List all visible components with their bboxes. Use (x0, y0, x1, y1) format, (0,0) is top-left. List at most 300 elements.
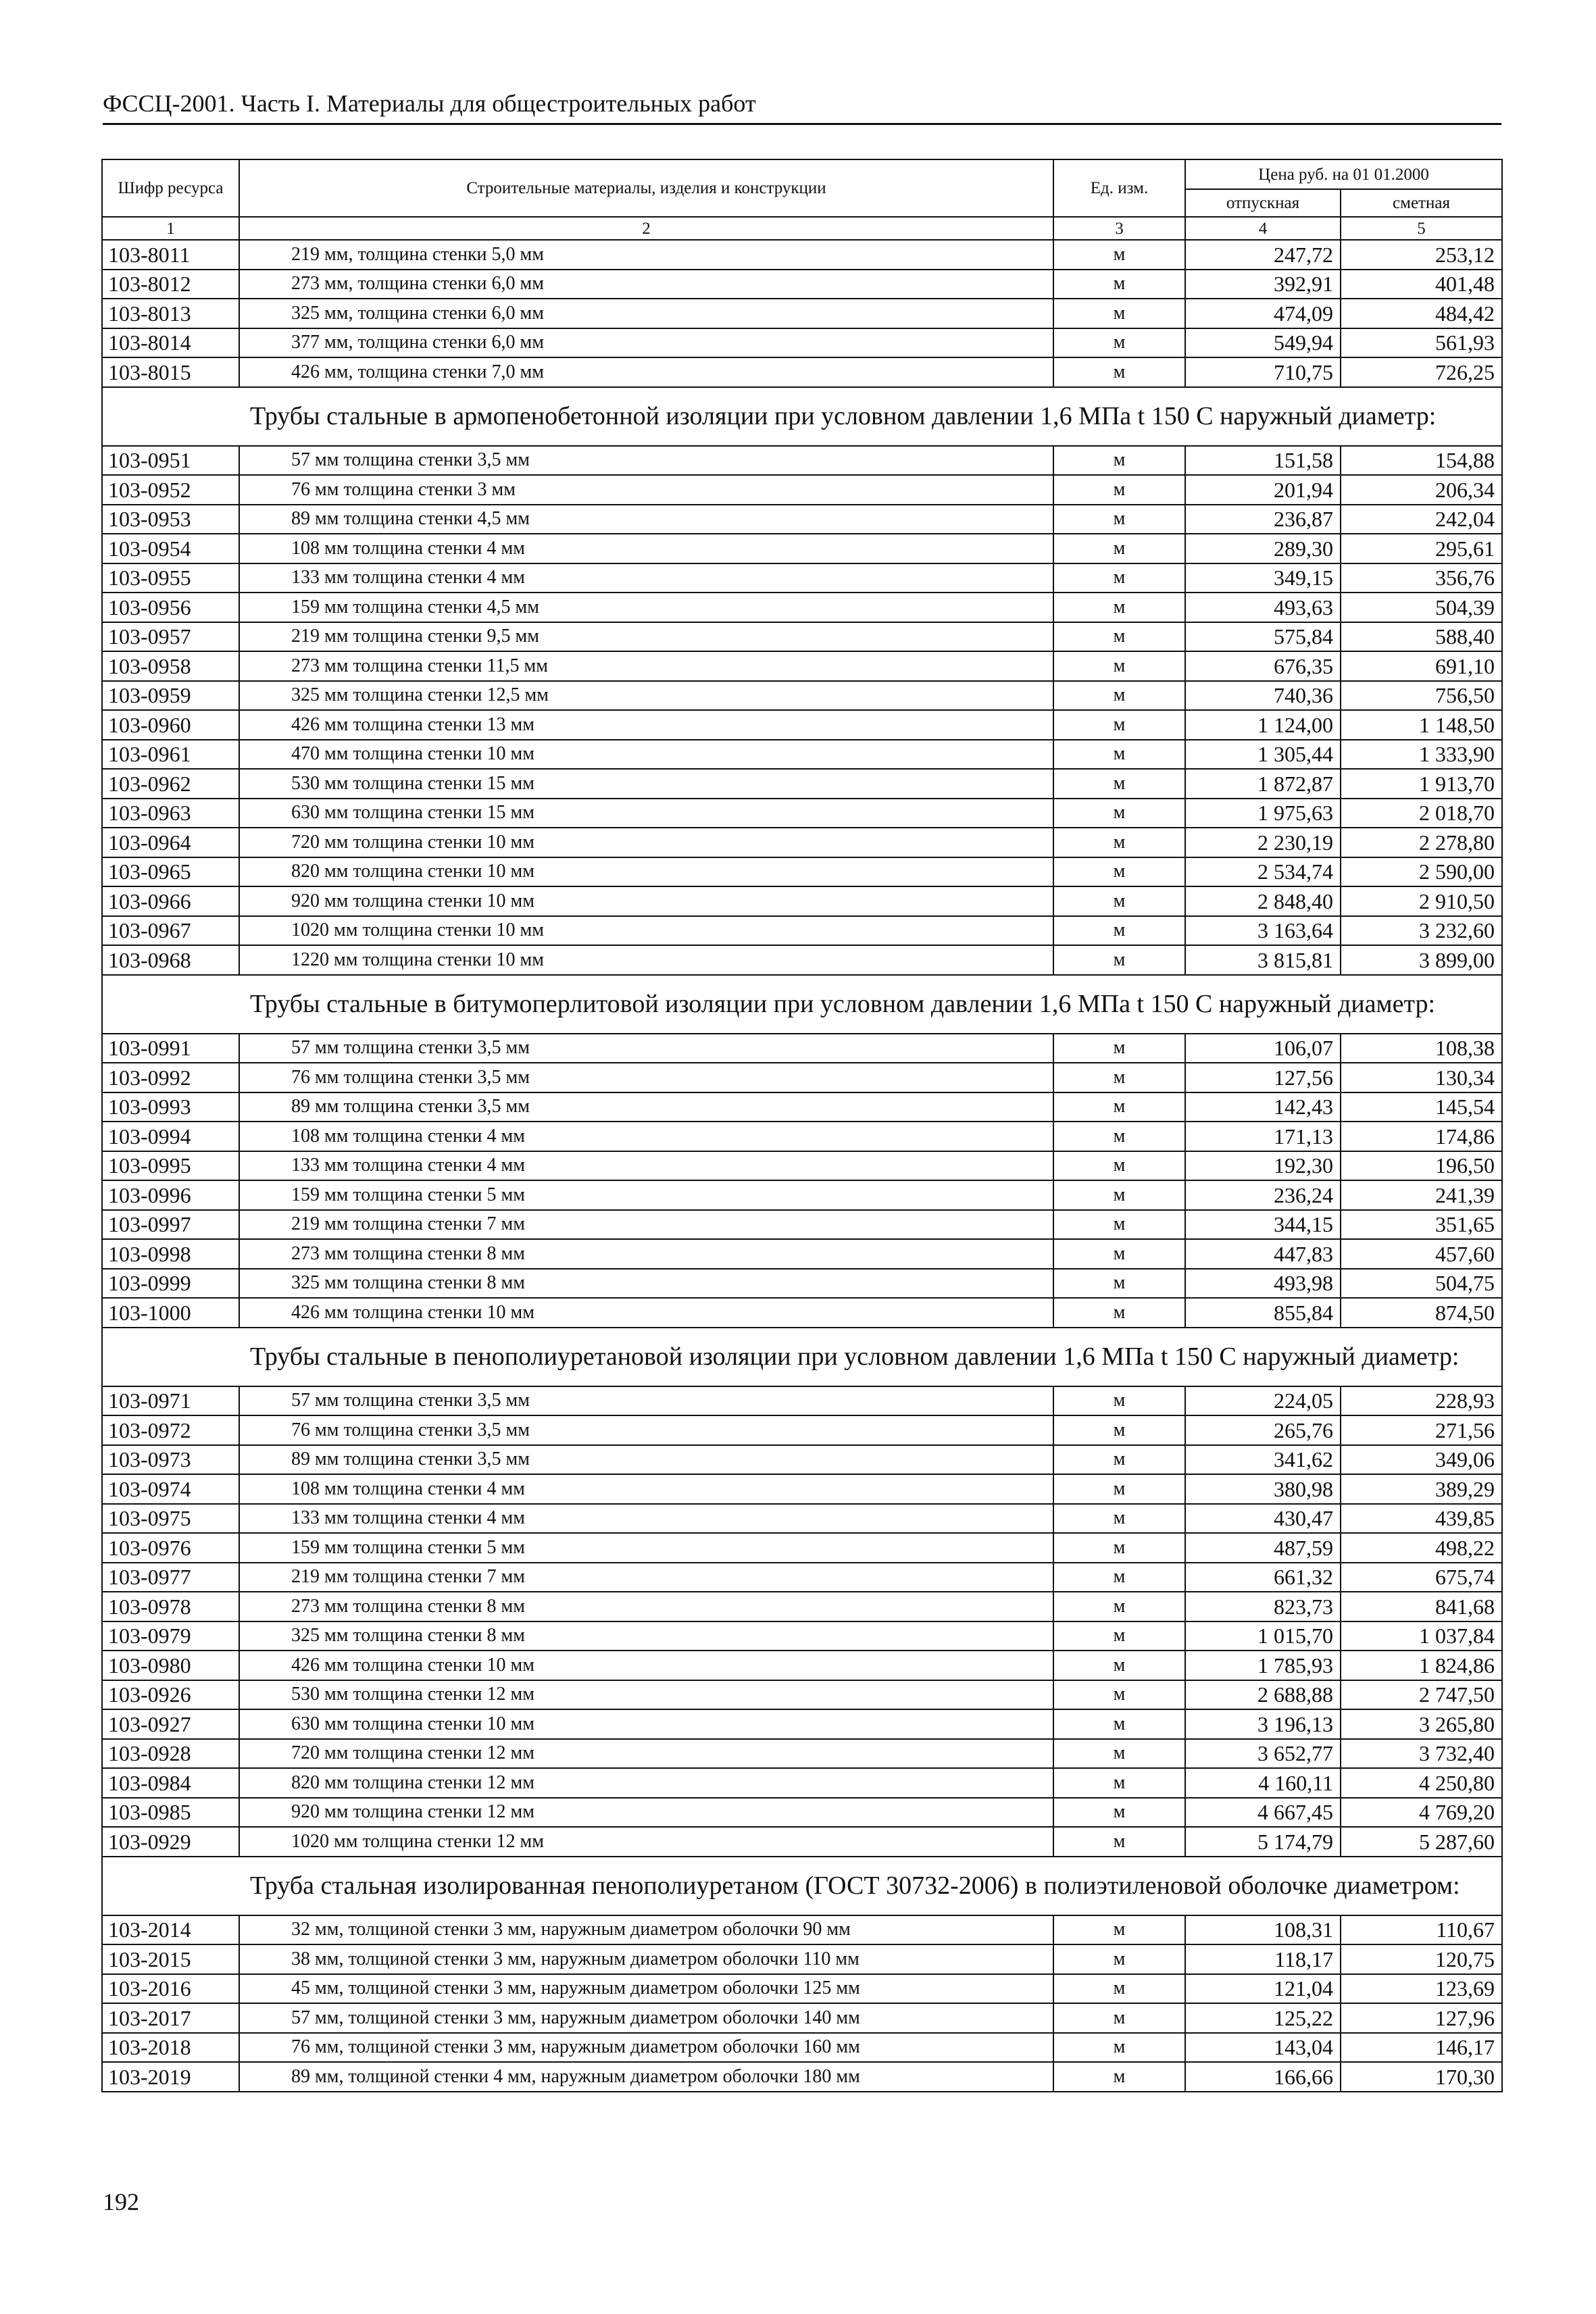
table-row (102, 1709, 1502, 1739)
unit-cell: м (1053, 651, 1185, 681)
header-divider (103, 123, 1501, 125)
description-cell: 325 мм толщина стенки 8 мм (239, 1269, 1053, 1299)
resource-code-cell: 103-0991 (102, 1034, 239, 1063)
col-description-header: Строительные материалы, изделия и конструкции (239, 159, 1053, 217)
section-row (102, 975, 1502, 1034)
description-cell: 159 мм толщина стенки 4,5 мм (239, 593, 1053, 622)
section-row (102, 387, 1502, 446)
resource-code-cell: 103-0985 (102, 1798, 239, 1828)
unit-cell: м (1053, 1445, 1185, 1475)
table-row (102, 1768, 1502, 1798)
release-price-cell: 1 872,87 (1185, 769, 1341, 799)
table-row (102, 2003, 1502, 2033)
description-cell: 1220 мм толщина стенки 10 мм (239, 945, 1053, 975)
col-price-header: Цена руб. на 01 01.2000 (1185, 159, 1502, 189)
table-row (102, 681, 1502, 711)
estimate-price-cell: 3 232,60 (1341, 916, 1502, 946)
release-price-cell: 380,98 (1185, 1474, 1341, 1504)
unit-cell: м (1053, 1298, 1185, 1328)
release-price-cell: 474,09 (1185, 299, 1341, 328)
estimate-price-cell: 4 769,20 (1341, 1798, 1502, 1828)
release-price-cell: 127,56 (1185, 1063, 1341, 1092)
estimate-price-cell: 170,30 (1341, 2062, 1502, 2092)
unit-cell: м (1053, 2003, 1185, 2033)
release-price-cell: 1 015,70 (1185, 1621, 1341, 1651)
col-number: 2 (239, 217, 1053, 240)
estimate-price-cell: 726,25 (1341, 357, 1502, 387)
release-price-cell: 236,24 (1185, 1180, 1341, 1210)
resource-code-cell: 103-0999 (102, 1269, 239, 1299)
resource-code-cell: 103-0973 (102, 1445, 239, 1475)
release-price-cell: 3 196,13 (1185, 1709, 1341, 1739)
release-price-cell: 171,13 (1185, 1122, 1341, 1151)
description-cell: 108 мм толщина стенки 4 мм (239, 534, 1053, 563)
release-price-cell: 108,31 (1185, 1915, 1341, 1945)
unit-cell: м (1053, 1063, 1185, 1092)
release-price-cell: 740,36 (1185, 681, 1341, 711)
resource-code-cell: 103-0980 (102, 1651, 239, 1680)
unit-cell: м (1053, 2062, 1185, 2092)
estimate-price-cell: 196,50 (1341, 1151, 1502, 1181)
release-price-cell: 549,94 (1185, 328, 1341, 358)
unit-cell: м (1053, 1034, 1185, 1063)
table-row (102, 475, 1502, 505)
release-price-cell: 2 688,88 (1185, 1680, 1341, 1710)
resource-code-cell: 103-0963 (102, 799, 239, 828)
table-row (102, 240, 1502, 270)
release-price-cell: 224,05 (1185, 1386, 1341, 1416)
unit-cell: м (1053, 475, 1185, 505)
release-price-cell: 143,04 (1185, 2033, 1341, 2063)
estimate-price-cell: 3 899,00 (1341, 945, 1502, 975)
release-price-cell: 5 174,79 (1185, 1827, 1341, 1857)
release-price-cell: 3 163,64 (1185, 916, 1341, 946)
unit-cell: м (1053, 270, 1185, 299)
resource-code-cell: 103-8015 (102, 357, 239, 387)
resource-code-cell: 103-0971 (102, 1386, 239, 1416)
unit-cell: м (1053, 1563, 1185, 1592)
release-price-cell: 823,73 (1185, 1592, 1341, 1621)
description-cell: 325 мм толщина стенки 12,5 мм (239, 681, 1053, 711)
resource-code-cell: 103-1000 (102, 1298, 239, 1328)
description-cell: 273 мм толщина стенки 8 мм (239, 1239, 1053, 1269)
table-row (102, 1621, 1502, 1651)
col-number: 3 (1053, 217, 1185, 240)
estimate-price-cell: 401,48 (1341, 270, 1502, 299)
estimate-price-cell: 504,75 (1341, 1269, 1502, 1299)
resource-code-cell: 103-0966 (102, 886, 239, 916)
table-row (102, 1210, 1502, 1240)
table-row (102, 1474, 1502, 1504)
description-cell: 1020 мм толщина стенки 10 мм (239, 916, 1053, 946)
estimate-price-cell: 1 037,84 (1341, 1621, 1502, 1651)
description-cell: 325 мм, толщина стенки 6,0 мм (239, 299, 1053, 328)
unit-cell: м (1053, 916, 1185, 946)
col-number: 1 (102, 217, 239, 240)
unit-cell: м (1053, 563, 1185, 593)
release-price-cell: 710,75 (1185, 357, 1341, 387)
description-cell: 57 мм, толщиной стенки 3 мм, наружным диаметром оболочки 140 мм (239, 2003, 1053, 2033)
description-cell: 57 мм толщина стенки 3,5 мм (239, 1034, 1053, 1063)
description-cell: 45 мм, толщиной стенки 3 мм, наружным диаметром оболочки 125 мм (239, 1974, 1053, 2004)
unit-cell: м (1053, 622, 1185, 652)
release-price-cell: 487,59 (1185, 1533, 1341, 1563)
estimate-price-cell: 228,93 (1341, 1386, 1502, 1416)
table-row (102, 1944, 1502, 1974)
estimate-price-cell: 271,56 (1341, 1415, 1502, 1445)
unit-cell: м (1053, 328, 1185, 358)
release-price-cell: 151,58 (1185, 446, 1341, 476)
table-row (102, 1239, 1502, 1269)
table-row (102, 651, 1502, 681)
col-number: 4 (1185, 217, 1341, 240)
table-row (102, 2062, 1502, 2092)
release-price-cell: 247,72 (1185, 240, 1341, 270)
estimate-price-cell: 242,04 (1341, 505, 1502, 534)
table-row (102, 1592, 1502, 1621)
table-row (102, 886, 1502, 916)
description-cell: 89 мм толщина стенки 4,5 мм (239, 505, 1053, 534)
description-cell: 108 мм толщина стенки 4 мм (239, 1474, 1053, 1504)
description-cell: 630 мм толщина стенки 15 мм (239, 799, 1053, 828)
table-row (102, 1151, 1502, 1181)
table-row (102, 505, 1502, 534)
unit-cell: м (1053, 1592, 1185, 1621)
resource-code-cell: 103-0956 (102, 593, 239, 622)
table-row (102, 1092, 1502, 1122)
unit-cell: м (1053, 681, 1185, 711)
description-cell: 219 мм толщина стенки 7 мм (239, 1563, 1053, 1592)
page-number: 192 (103, 2188, 139, 2215)
release-price-cell: 1 975,63 (1185, 799, 1341, 828)
description-cell: 57 мм толщина стенки 3,5 мм (239, 446, 1053, 476)
unit-cell: м (1053, 769, 1185, 799)
resource-code-cell: 103-0992 (102, 1063, 239, 1092)
estimate-price-cell: 498,22 (1341, 1533, 1502, 1563)
description-cell: 426 мм толщина стенки 10 мм (239, 1298, 1053, 1328)
release-price-cell: 3 815,81 (1185, 945, 1341, 975)
unit-cell: м (1053, 1092, 1185, 1122)
release-price-cell: 392,91 (1185, 270, 1341, 299)
description-cell: 133 мм толщина стенки 4 мм (239, 563, 1053, 593)
estimate-price-cell: 1 333,90 (1341, 740, 1502, 770)
estimate-price-cell: 3 265,80 (1341, 1709, 1502, 1739)
description-cell: 219 мм толщина стенки 7 мм (239, 1210, 1053, 1240)
table-row (102, 2033, 1502, 2063)
unit-cell: м (1053, 857, 1185, 887)
table-row (102, 1415, 1502, 1445)
estimate-price-cell: 2 278,80 (1341, 828, 1502, 857)
table-row (102, 299, 1502, 328)
description-cell: 89 мм, толщиной стенки 4 мм, наружным диаметром оболочки 180 мм (239, 2062, 1053, 2092)
table-row (102, 1739, 1502, 1769)
unit-cell: м (1053, 740, 1185, 770)
release-price-cell: 1 305,44 (1185, 740, 1341, 770)
resource-code-cell: 103-0961 (102, 740, 239, 770)
estimate-price-cell: 588,40 (1341, 622, 1502, 652)
resource-code-cell: 103-8013 (102, 299, 239, 328)
release-price-cell: 142,43 (1185, 1092, 1341, 1122)
resource-code-cell: 103-0977 (102, 1563, 239, 1592)
description-cell: 76 мм толщина стенки 3,5 мм (239, 1415, 1053, 1445)
table-row (102, 1298, 1502, 1328)
release-price-cell: 661,32 (1185, 1563, 1341, 1592)
estimate-price-cell: 295,61 (1341, 534, 1502, 563)
estimate-price-cell: 127,96 (1341, 2003, 1502, 2033)
page-header-title: ФССЦ-2001. Часть I. Материалы для общестроительных работ (103, 90, 756, 117)
table-row (102, 357, 1502, 387)
table-row (102, 446, 1502, 476)
estimate-price-cell: 120,75 (1341, 1944, 1502, 1974)
description-cell: 32 мм, толщиной стенки 3 мм, наружным диаметром оболочки 90 мм (239, 1915, 1053, 1945)
table-row (102, 1798, 1502, 1828)
col-release-price-header: отпускная (1185, 189, 1341, 217)
description-cell: 273 мм толщина стенки 8 мм (239, 1592, 1053, 1621)
estimate-price-cell: 174,86 (1341, 1122, 1502, 1151)
resource-code-cell: 103-0957 (102, 622, 239, 652)
unit-cell: м (1053, 945, 1185, 975)
estimate-price-cell: 3 732,40 (1341, 1739, 1502, 1769)
release-price-cell: 430,47 (1185, 1504, 1341, 1534)
resource-code-cell: 103-0964 (102, 828, 239, 857)
unit-cell: м (1053, 240, 1185, 270)
description-cell: 426 мм толщина стенки 10 мм (239, 1651, 1053, 1680)
unit-cell: м (1053, 299, 1185, 328)
resource-code-cell: 103-2016 (102, 1974, 239, 2004)
unit-cell: м (1053, 1621, 1185, 1651)
estimate-price-cell: 504,39 (1341, 593, 1502, 622)
table-row (102, 769, 1502, 799)
description-cell: 273 мм, толщина стенки 6,0 мм (239, 270, 1053, 299)
table-row (102, 740, 1502, 770)
release-price-cell: 1 124,00 (1185, 710, 1341, 740)
unit-cell: м (1053, 1210, 1185, 1240)
description-cell: 219 мм толщина стенки 9,5 мм (239, 622, 1053, 652)
resource-code-cell: 103-0958 (102, 651, 239, 681)
unit-cell: м (1053, 357, 1185, 387)
table-row (102, 1533, 1502, 1563)
unit-cell: м (1053, 2033, 1185, 2063)
resource-code-cell: 103-0955 (102, 563, 239, 593)
table-row (102, 1180, 1502, 1210)
unit-cell: м (1053, 1944, 1185, 1974)
table-row (102, 1063, 1502, 1092)
description-cell: 325 мм толщина стенки 8 мм (239, 1621, 1053, 1651)
description-cell: 820 мм толщина стенки 12 мм (239, 1768, 1053, 1798)
estimate-price-cell: 874,50 (1341, 1298, 1502, 1328)
table-row (102, 1915, 1502, 1945)
resource-code-cell: 103-0952 (102, 475, 239, 505)
release-price-cell: 125,22 (1185, 2003, 1341, 2033)
table-body (102, 240, 1502, 2092)
estimate-price-cell: 2 590,00 (1341, 857, 1502, 887)
release-price-cell: 236,87 (1185, 505, 1341, 534)
estimate-price-cell: 108,38 (1341, 1034, 1502, 1063)
unit-cell: м (1053, 1974, 1185, 2004)
unit-cell: м (1053, 1180, 1185, 1210)
release-price-cell: 349,15 (1185, 563, 1341, 593)
table-row (102, 799, 1502, 828)
table-row (102, 1563, 1502, 1592)
section-row (102, 1857, 1502, 1915)
estimate-price-cell: 4 250,80 (1341, 1768, 1502, 1798)
release-price-cell: 265,76 (1185, 1415, 1341, 1445)
estimate-price-cell: 253,12 (1341, 240, 1502, 270)
release-price-cell: 118,17 (1185, 1944, 1341, 1974)
section-row (102, 1328, 1502, 1386)
table-row (102, 1122, 1502, 1151)
release-price-cell: 121,04 (1185, 1974, 1341, 2004)
table-row (102, 916, 1502, 946)
description-cell: 76 мм, толщиной стенки 3 мм, наружным диаметром оболочки 160 мм (239, 2033, 1053, 2063)
resource-code-cell: 103-2018 (102, 2033, 239, 2063)
unit-cell: м (1053, 593, 1185, 622)
col-estimate-price-header: сметная (1341, 189, 1502, 217)
resource-code-cell: 103-0974 (102, 1474, 239, 1504)
unit-cell: м (1053, 710, 1185, 740)
description-cell: 1020 мм толщина стенки 12 мм (239, 1827, 1053, 1857)
unit-cell: м (1053, 1239, 1185, 1269)
release-price-cell: 575,84 (1185, 622, 1341, 652)
release-price-cell: 106,07 (1185, 1034, 1341, 1063)
table-row (102, 563, 1502, 593)
table-header (102, 159, 1502, 240)
col-code-header: Шифр ресурса (102, 159, 239, 217)
table-row (102, 1680, 1502, 1710)
resource-code-cell: 103-8012 (102, 270, 239, 299)
unit-cell: м (1053, 1798, 1185, 1828)
table-row (102, 857, 1502, 887)
unit-cell: м (1053, 1827, 1185, 1857)
description-cell: 76 мм толщина стенки 3,5 мм (239, 1063, 1053, 1092)
unit-cell: м (1053, 1415, 1185, 1445)
estimate-price-cell: 351,65 (1341, 1210, 1502, 1240)
unit-cell: м (1053, 1269, 1185, 1299)
resource-code-cell: 103-0954 (102, 534, 239, 563)
unit-cell: м (1053, 446, 1185, 476)
description-cell: 426 мм, толщина стенки 7,0 мм (239, 357, 1053, 387)
release-price-cell: 4 667,45 (1185, 1798, 1341, 1828)
resource-code-cell: 103-0975 (102, 1504, 239, 1534)
resource-code-cell: 103-0994 (102, 1122, 239, 1151)
estimate-price-cell: 154,88 (1341, 446, 1502, 476)
table-row (102, 622, 1502, 652)
table-row (102, 593, 1502, 622)
estimate-price-cell: 146,17 (1341, 2033, 1502, 2063)
release-price-cell: 192,30 (1185, 1151, 1341, 1181)
unit-cell: м (1053, 534, 1185, 563)
description-cell: 89 мм толщина стенки 3,5 мм (239, 1092, 1053, 1122)
description-cell: 159 мм толщина стенки 5 мм (239, 1180, 1053, 1210)
description-cell: 630 мм толщина стенки 10 мм (239, 1709, 1053, 1739)
unit-cell: м (1053, 1504, 1185, 1534)
description-cell: 159 мм толщина стенки 5 мм (239, 1533, 1053, 1563)
resource-code-cell: 103-0960 (102, 710, 239, 740)
table-row (102, 1386, 1502, 1416)
release-price-cell: 3 652,77 (1185, 1739, 1341, 1769)
table-row (102, 1445, 1502, 1475)
table-row (102, 534, 1502, 563)
unit-cell: м (1053, 1533, 1185, 1563)
description-cell: 133 мм толщина стенки 4 мм (239, 1504, 1053, 1534)
release-price-cell: 2 534,74 (1185, 857, 1341, 887)
estimate-price-cell: 5 287,60 (1341, 1827, 1502, 1857)
description-cell: 38 мм, толщиной стенки 3 мм, наружным диаметром оболочки 110 мм (239, 1944, 1053, 1974)
release-price-cell: 289,30 (1185, 534, 1341, 563)
table-row (102, 945, 1502, 975)
description-cell: 720 мм толщина стенки 12 мм (239, 1739, 1053, 1769)
table-row (102, 1974, 1502, 2004)
unit-cell: м (1053, 886, 1185, 916)
estimate-price-cell: 206,34 (1341, 475, 1502, 505)
description-cell: 76 мм толщина стенки 3 мм (239, 475, 1053, 505)
description-cell: 89 мм толщина стенки 3,5 мм (239, 1445, 1053, 1475)
resource-code-cell: 103-0928 (102, 1739, 239, 1769)
resource-code-cell: 103-0976 (102, 1533, 239, 1563)
estimate-price-cell: 2 910,50 (1341, 886, 1502, 916)
resource-code-cell: 103-0997 (102, 1210, 239, 1240)
description-cell: 920 мм толщина стенки 12 мм (239, 1798, 1053, 1828)
description-cell: 820 мм толщина стенки 10 мм (239, 857, 1053, 887)
resource-code-cell: 103-0967 (102, 916, 239, 946)
description-cell: 273 мм толщина стенки 11,5 мм (239, 651, 1053, 681)
unit-cell: м (1053, 1386, 1185, 1416)
estimate-price-cell: 130,34 (1341, 1063, 1502, 1092)
resource-code-cell: 103-2019 (102, 2062, 239, 2092)
estimate-price-cell: 756,50 (1341, 681, 1502, 711)
unit-cell: м (1053, 799, 1185, 828)
estimate-price-cell: 561,93 (1341, 328, 1502, 358)
release-price-cell: 166,66 (1185, 2062, 1341, 2092)
col-number: 5 (1341, 217, 1502, 240)
resource-code-cell: 103-0979 (102, 1621, 239, 1651)
description-cell: 920 мм толщина стенки 10 мм (239, 886, 1053, 916)
table-row (102, 1504, 1502, 1534)
resource-code-cell: 103-0951 (102, 446, 239, 476)
resource-code-cell: 103-0968 (102, 945, 239, 975)
resource-code-cell: 103-0959 (102, 681, 239, 711)
unit-cell: м (1053, 1474, 1185, 1504)
unit-cell: м (1053, 1680, 1185, 1710)
price-table (101, 159, 1503, 2092)
estimate-price-cell: 145,54 (1341, 1092, 1502, 1122)
table-row (102, 328, 1502, 358)
table-row (102, 270, 1502, 299)
description-cell: 108 мм толщина стенки 4 мм (239, 1122, 1053, 1151)
unit-cell: м (1053, 1122, 1185, 1151)
estimate-price-cell: 691,10 (1341, 651, 1502, 681)
table-row (102, 828, 1502, 857)
estimate-price-cell: 1 824,86 (1341, 1651, 1502, 1680)
resource-code-cell: 103-0998 (102, 1239, 239, 1269)
release-price-cell: 4 160,11 (1185, 1768, 1341, 1798)
estimate-price-cell: 389,29 (1341, 1474, 1502, 1504)
resource-code-cell: 103-0953 (102, 505, 239, 534)
description-cell: 57 мм толщина стенки 3,5 мм (239, 1386, 1053, 1416)
unit-cell: м (1053, 1739, 1185, 1769)
description-cell: 133 мм толщина стенки 4 мм (239, 1151, 1053, 1181)
section-title: Трубы стальные в битумоперлитовой изоляции при условном давлении 1,6 МПа t 150 С наружный диаметр: (102, 975, 1502, 1034)
table-row (102, 1034, 1502, 1063)
resource-code-cell: 103-0962 (102, 769, 239, 799)
estimate-price-cell: 841,68 (1341, 1592, 1502, 1621)
release-price-cell: 447,83 (1185, 1239, 1341, 1269)
unit-cell: м (1053, 1709, 1185, 1739)
description-cell: 470 мм толщина стенки 10 мм (239, 740, 1053, 770)
description-cell: 426 мм толщина стенки 13 мм (239, 710, 1053, 740)
resource-code-cell: 103-2017 (102, 2003, 239, 2033)
estimate-price-cell: 675,74 (1341, 1563, 1502, 1592)
